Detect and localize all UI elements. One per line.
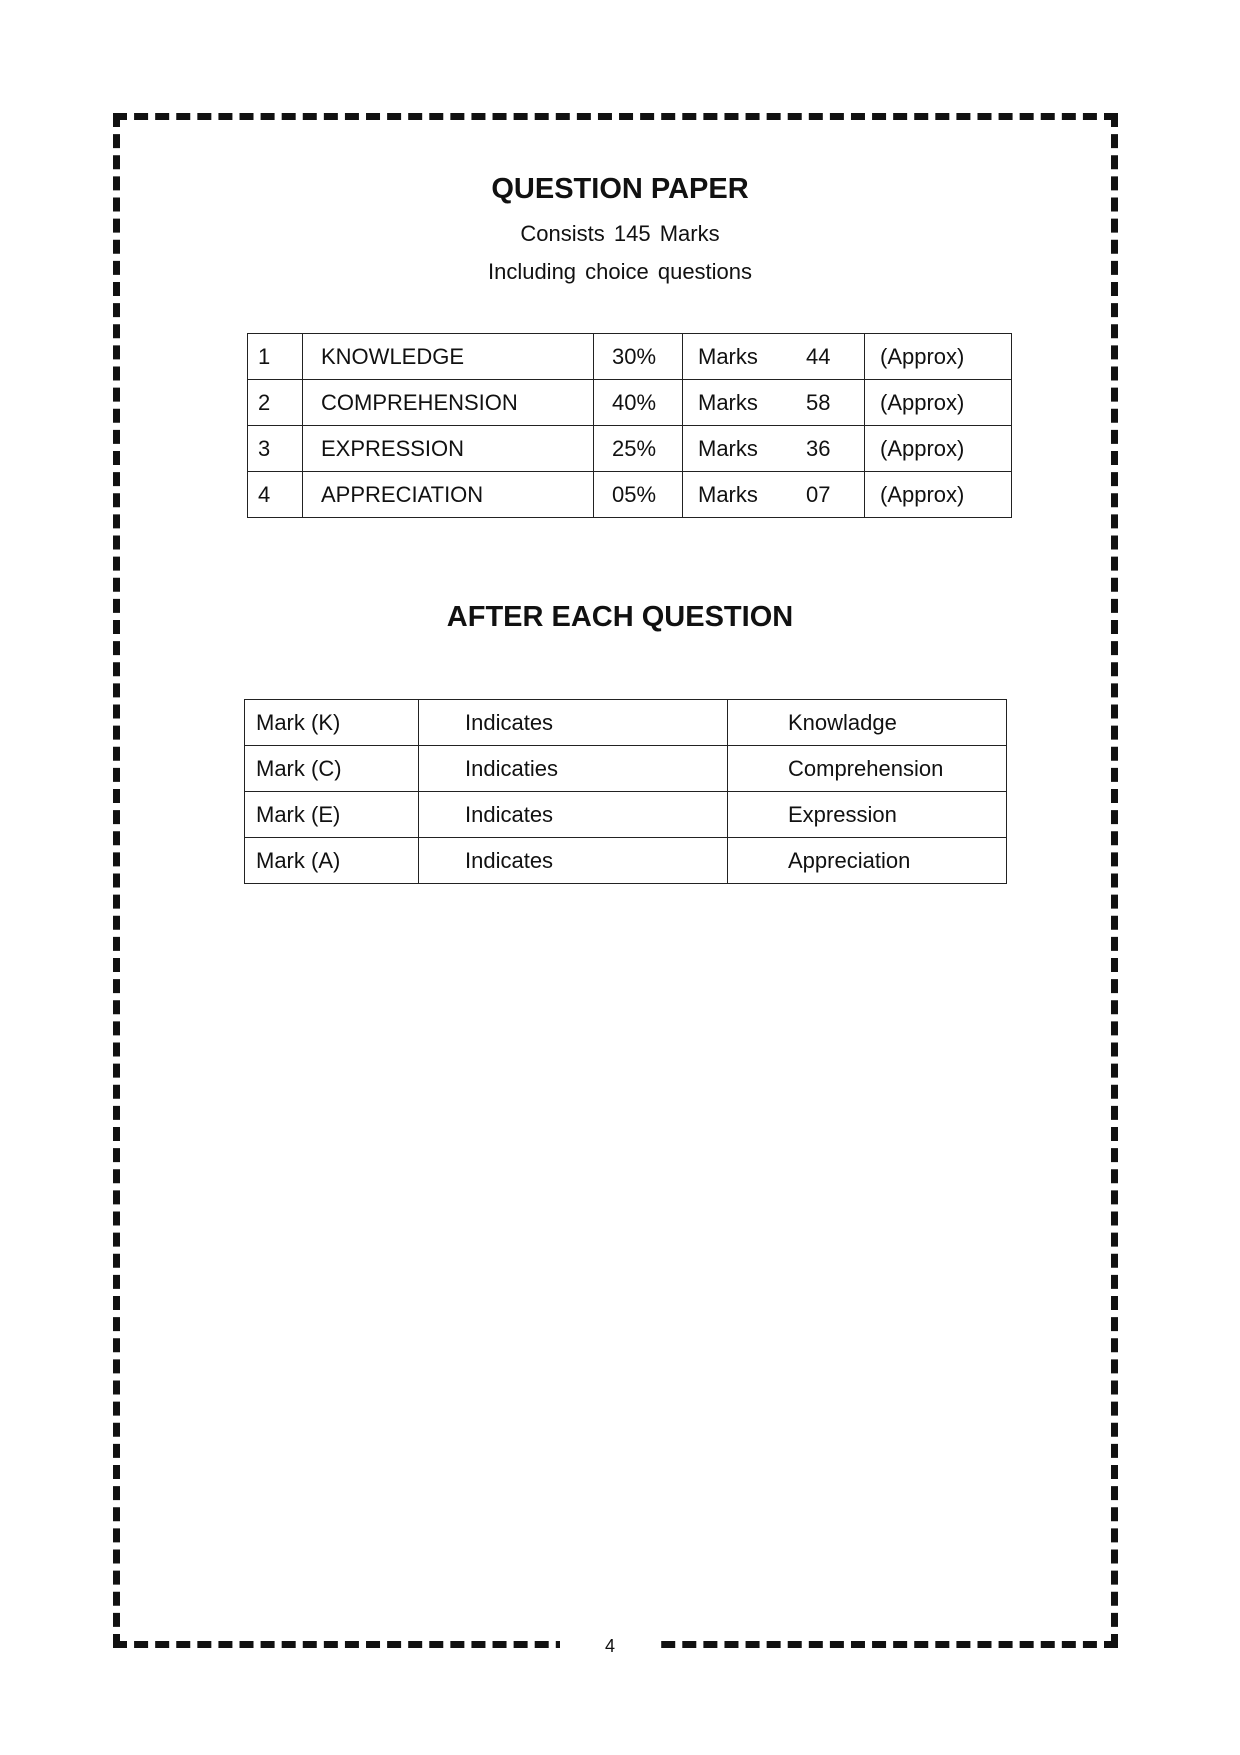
mark-legend-table (244, 699, 1007, 884)
meaning-cell: Comprehension (728, 746, 1007, 792)
subtitle-choice-note: Including choice questions (487, 259, 753, 284)
approx-cell: (Approx) (865, 334, 1012, 380)
percent-cell: 40% (594, 380, 683, 426)
mark-cell: Mark (E) (245, 792, 419, 838)
indicates-cell: Indicates (419, 792, 728, 838)
indicates-cell: Indicates (419, 838, 728, 884)
mark-cell: Mark (K) (245, 700, 419, 746)
marks-value: 58 (806, 389, 831, 415)
meaning-cell: Appreciation (728, 838, 1007, 884)
table-row (245, 746, 1007, 792)
table-row (245, 838, 1007, 884)
subtitle-total-marks: Consists 145 Marks (520, 221, 720, 246)
table-row (248, 334, 1012, 380)
marks-cell (683, 334, 865, 380)
row-number: 2 (248, 380, 303, 426)
row-number: 1 (248, 334, 303, 380)
percent-cell: 30% (594, 334, 683, 380)
marks-label: Marks (698, 481, 758, 507)
indicates-cell: Indicaties (419, 746, 728, 792)
row-number: 3 (248, 426, 303, 472)
marks-distribution-table (247, 333, 1012, 518)
marks-label: Marks (698, 343, 758, 369)
category-cell: EXPRESSION (303, 426, 594, 472)
meaning-cell: Expression (728, 792, 1007, 838)
percent-cell: 25% (594, 426, 683, 472)
marks-cell (683, 426, 865, 472)
table-row (245, 700, 1007, 746)
table-row (248, 472, 1012, 518)
marks-label: Marks (698, 389, 758, 415)
mark-cell: Mark (A) (245, 838, 419, 884)
category-cell: APPRECIATION (303, 472, 594, 518)
category-cell: KNOWLEDGE (303, 334, 594, 380)
marks-value: 07 (806, 481, 831, 507)
section-title: AFTER EACH QUESTION (446, 601, 794, 633)
table-row (248, 426, 1012, 472)
marks-cell (683, 472, 865, 518)
marks-value: 36 (806, 435, 831, 461)
page-number: 4 (604, 1636, 615, 1656)
marks-cell (683, 380, 865, 426)
marks-value: 44 (806, 343, 831, 369)
table-row (245, 792, 1007, 838)
marks-label: Marks (698, 435, 758, 461)
approx-cell: (Approx) (865, 472, 1012, 518)
approx-cell: (Approx) (865, 426, 1012, 472)
mark-cell: Mark (C) (245, 746, 419, 792)
category-cell: COMPREHENSION (303, 380, 594, 426)
approx-cell: (Approx) (865, 380, 1012, 426)
row-number: 4 (248, 472, 303, 518)
meaning-cell: Knowladge (728, 700, 1007, 746)
table-row (248, 380, 1012, 426)
page-title: QUESTION PAPER (491, 173, 749, 205)
percent-cell: 05% (594, 472, 683, 518)
indicates-cell: Indicates (419, 700, 728, 746)
